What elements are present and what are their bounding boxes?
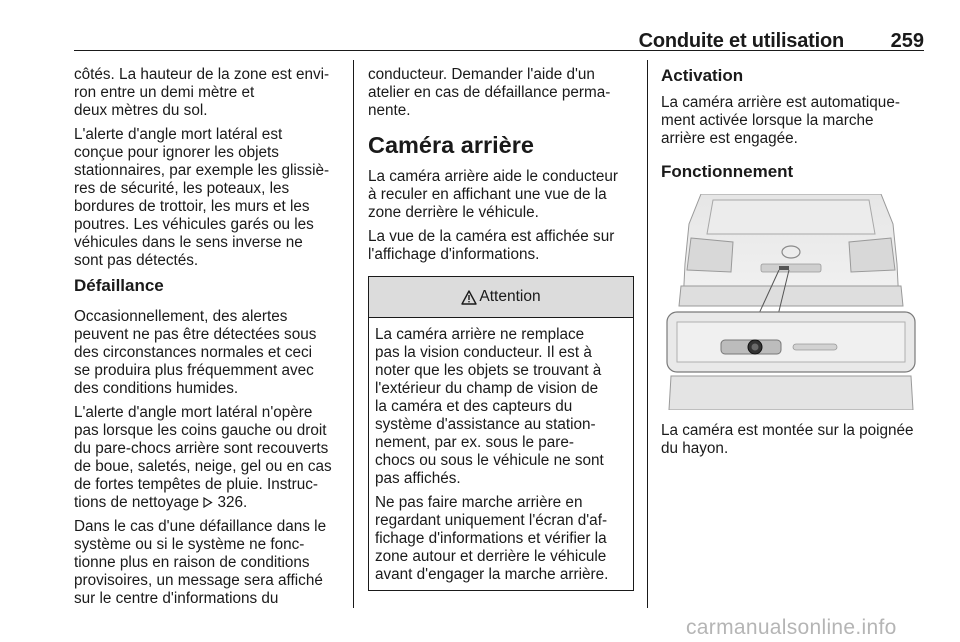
paragraph: Occasionnellement, des alertes peuvent ne pas être détectées sous des circonstances normales et ceci se produira plus fréquemment avec des conditions humides.	[74, 308, 317, 397]
paragraph: conducteur. Demander l'aide d'un atelier en cas de défaillance perma- nente.	[368, 66, 611, 119]
column-1	[74, 66, 344, 614]
paragraph: côtés. La hauteur de la zone est envi- ron entre un demi mètre et deux mètres du sol.	[74, 66, 330, 119]
attention-header	[369, 277, 633, 318]
warning-triangle-icon	[461, 290, 477, 305]
page-reference-icon	[203, 497, 213, 508]
header-divider	[74, 50, 924, 51]
rear-camera-illustration	[661, 194, 921, 410]
paragraph: La caméra est montée sur la poignée du hayon.	[661, 422, 914, 457]
heading-activation: Activation	[661, 66, 744, 85]
paragraph: La vue de la caméra est affichée sur l'affichage d'informations.	[368, 228, 615, 263]
column-3	[661, 66, 929, 464]
paragraph: Ne pas faire marche arrière en regardant uniquement l'écran d'af- fichage d'informations et vérifier la zone autour et derrière le véhicule avant d'engager la marche arrière.	[375, 494, 609, 583]
tailgate-camera-image	[661, 194, 921, 410]
section-title: Conduite et utilisation	[638, 30, 844, 52]
watermark: carmanualsonline.info	[686, 616, 897, 639]
attention-label: Attention	[479, 288, 541, 305]
attention-box	[368, 276, 634, 591]
heading-defaillance: Défaillance	[74, 276, 164, 295]
page-header	[74, 30, 924, 50]
paragraph: Dans le cas d'une défaillance dans le système ou si le système ne fonc- tionne plus en raison de conditions provisoires, un message sera affiché sur le centre d'informations du	[74, 518, 327, 607]
page-number: 259	[890, 30, 924, 52]
paragraph: La caméra arrière est automatique- ment activée lorsque la marche arrière est engagée.	[661, 94, 900, 147]
paragraph: L'alerte d'angle mort latéral n'opère pas lorsque les coins gauche ou droit du pare-chocs arrière sont recouverts de boue, saletés, neige, gel ou en cas de fortes tempêtes de pluie. Instruc- tions de nettoyage 326.	[74, 404, 332, 511]
paragraph: La caméra arrière aide le conducteur à reculer en affichant une vue de la zone derrière le véhicule.	[368, 168, 618, 221]
attention-body	[369, 318, 633, 590]
column-2	[368, 66, 636, 591]
paragraph: L'alerte d'angle mort latéral est conçue pour ignorer les objets stationnaires, par exemple les glissiè- res de sécurité, les poteaux, les bordures de trottoir, les murs et les poutres. Les véhicules garés ou les véhicules dans le sens inverse ne sont pas détectés.	[74, 126, 330, 269]
paragraph: La caméra arrière ne remplace pas la vision conducteur. Il est à noter que les objets se trouvant à l'extérieur du champ de vision de la caméra et des capteurs du système d'assistance au station- nement, par ex. sous le pare- chocs ou sous le véhicule ne sont pas affichés.	[375, 326, 604, 487]
column-divider-2	[647, 60, 648, 608]
page-reference-link[interactable]: 326.	[217, 494, 248, 511]
heading-camera-arriere: Caméra arrière	[368, 132, 534, 158]
heading-fonctionnement: Fonctionnement	[661, 162, 794, 181]
column-divider-1	[353, 60, 354, 608]
